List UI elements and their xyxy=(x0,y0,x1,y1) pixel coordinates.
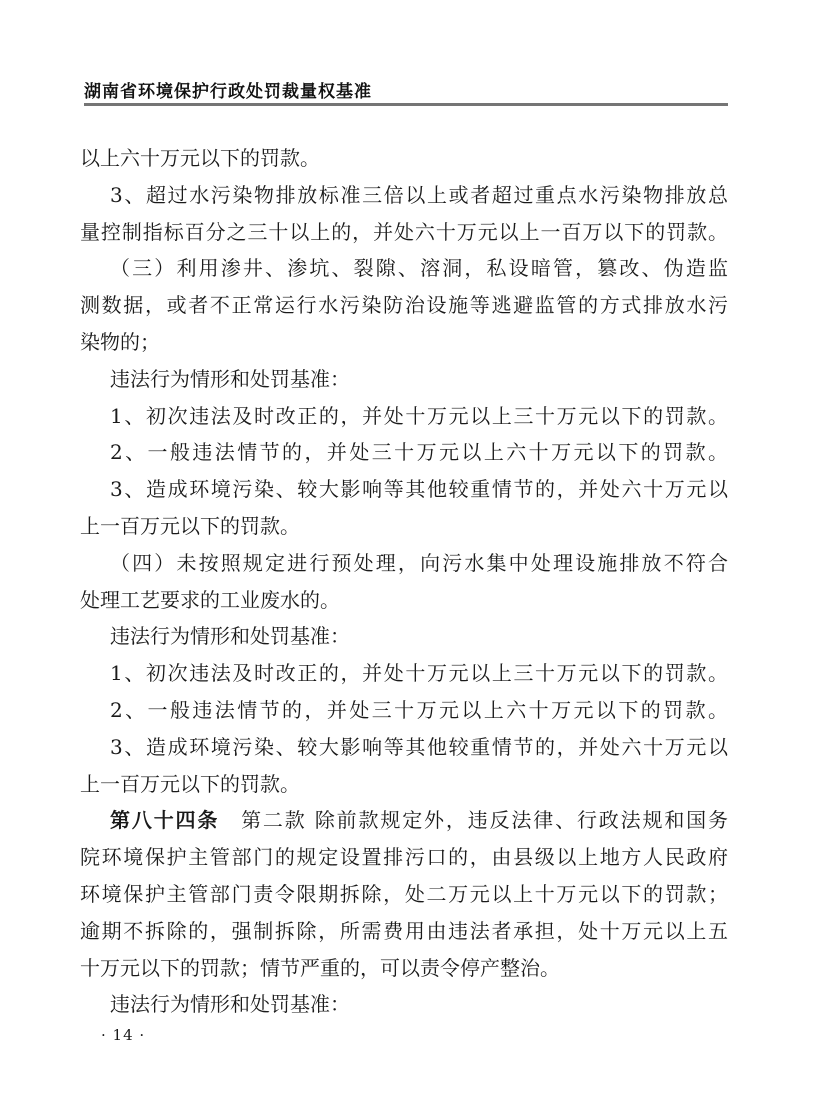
text-segment: 1、初次违法及时改正的，并处十万元以上三十万元以下的罚款。 xyxy=(110,403,728,428)
page-number: · 14 · xyxy=(101,1026,146,1044)
text-segment: 2、一般违法情节的，并处三十万元以上六十万元以下的罚款。 xyxy=(110,697,728,722)
text-line xyxy=(80,287,728,324)
text-segment: 3、超过水污染物排放标准三倍以上或者超过重点水污染物排放总 xyxy=(110,182,728,207)
text-line xyxy=(80,802,728,839)
text-line xyxy=(80,434,728,471)
text-line xyxy=(80,913,728,950)
text-segment: 处理工艺要求的工业废水的。 xyxy=(80,587,340,612)
text-segment: 3、造成环境污染、较大影响等其他较重情节的，并处六十万元以 xyxy=(110,734,728,759)
text-line xyxy=(80,950,728,987)
text-line xyxy=(80,692,728,729)
text-segment: 违法行为情形和处罚基准： xyxy=(110,366,350,391)
text-line xyxy=(80,177,728,214)
text-segment: 院环境保护主管部门的规定设置排污口的，由县级以上地方人民政府 xyxy=(80,845,728,870)
text-line xyxy=(80,618,728,655)
text-segment: 违法行为情形和处罚基准： xyxy=(110,992,350,1017)
text-segment: 测数据，或者不正常运行水污染防治设施等逃避监管的方式排放水污 xyxy=(80,293,728,318)
text-segment: 3、造成环境污染、较大影响等其他较重情节的，并处六十万元以 xyxy=(110,477,728,502)
text-line xyxy=(80,876,728,913)
document-body xyxy=(80,140,728,1023)
text-line xyxy=(80,545,728,582)
text-line xyxy=(80,361,728,398)
text-line xyxy=(80,655,728,692)
text-segment: 逾期不拆除的，强制拆除，所需费用由违法者承担，处十万元以上五 xyxy=(80,918,728,943)
text-line xyxy=(80,214,728,251)
text-segment: 以上六十万元以下的罚款。 xyxy=(80,146,320,170)
text-line xyxy=(80,140,728,177)
text-line xyxy=(80,324,728,361)
text-line xyxy=(80,250,728,287)
text-segment: （四）未按照规定进行预处理，向污水集中处理设施排放不符合 xyxy=(110,550,728,575)
text-line xyxy=(80,839,728,876)
text-segment: 第二款 除前款规定外，违反法律、行政法规和国务 xyxy=(219,808,729,833)
text-segment: 1、初次违法及时改正的，并处十万元以上三十万元以下的罚款。 xyxy=(110,661,728,686)
text-segment: 2、一般违法情节的，并处三十万元以上六十万元以下的罚款。 xyxy=(110,440,728,465)
text-segment: 十万元以下的罚款；情节严重的，可以责令停产整治。 xyxy=(80,955,560,980)
header-rule xyxy=(84,103,728,106)
text-line xyxy=(80,471,728,508)
text-line xyxy=(80,508,728,545)
text-segment: 上一百万元以下的罚款。 xyxy=(80,771,300,796)
text-segment: （三）利用渗井、渗坑、裂隙、溶洞，私设暗管，篡改、伪造监 xyxy=(110,256,728,281)
text-line xyxy=(80,582,728,619)
text-segment: 上一百万元以下的罚款。 xyxy=(80,513,300,538)
text-segment: 量控制指标百分之三十以上的，并处六十万元以上一百万以下的罚款。 xyxy=(80,219,728,244)
text-line xyxy=(80,766,728,803)
text-segment: 环境保护主管部门责令限期拆除，处二万元以上十万元以下的罚款； xyxy=(80,881,728,906)
text-line xyxy=(80,398,728,435)
text-segment: 染物的； xyxy=(80,329,160,354)
article-number-bold: 第八十四条 xyxy=(110,808,220,833)
text-line xyxy=(80,986,728,1023)
text-line xyxy=(80,729,728,766)
page-header-title: 湖南省环境保护行政处罚裁量权基准 xyxy=(84,82,372,102)
text-segment: 违法行为情形和处罚基准： xyxy=(110,624,350,649)
